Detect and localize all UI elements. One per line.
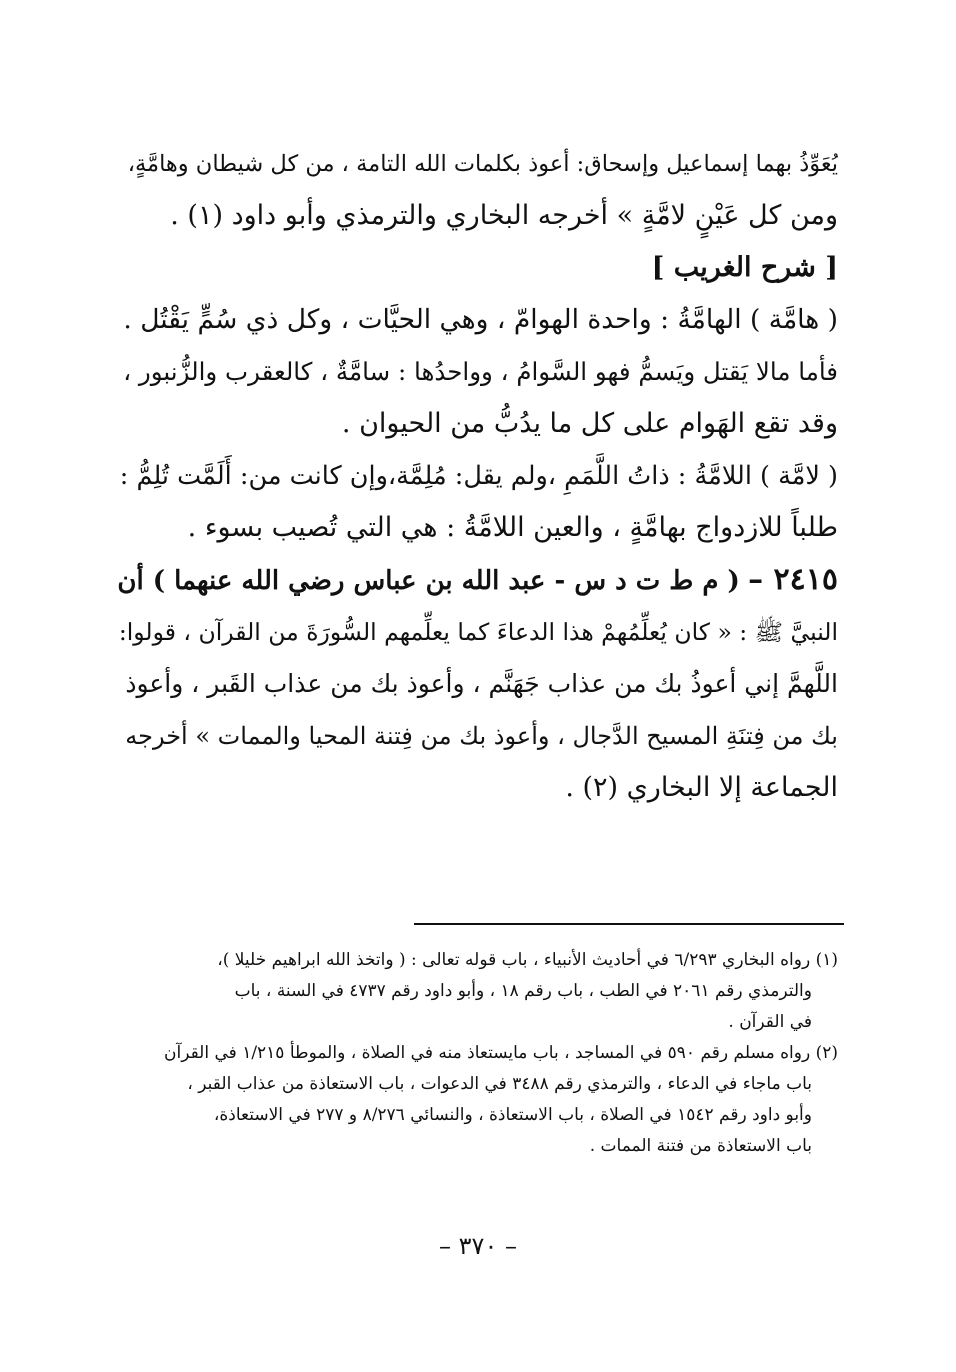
text-line: فأما مالا يَقتل ويَسمُّ فهو السَّوامُ ، وواحدُها : سامَّةٌ ، كالعقرب والزُّنبور ، xyxy=(123,357,838,386)
main-text xyxy=(116,138,838,814)
text-line: اللَّهمَّ إني أعوذُ بك من عذاب جَهَنَّم ، وأعوذ بك من عذاب القَبر ، وأعوذ xyxy=(125,669,838,698)
footnote-line: في القرآن . xyxy=(728,1012,812,1032)
text-line: النبيَّ ﷺ : « كان يُعلِّمُهمْ هذا الدعاءَ كما يعلِّمهم السُّورَةَ من القرآن ، قولوا: xyxy=(118,618,838,646)
text-line: وقد تقع الهَوام على كل ما يدُبُّ من الحيوان . xyxy=(341,408,838,439)
hadith-header-line xyxy=(116,554,838,606)
page-number: – ٣٧٠ – xyxy=(439,1232,517,1260)
footnote-line: والترمذي رقم ٢٠٦١ في الطب ، باب رقم ١٨ ، وأبو داود رقم ٤٧٣٧ في السنة ، باب xyxy=(234,981,812,1001)
hadith-chain: ( م ط ت د س - عبد الله بن عباس رضي الله عنهما ) أن xyxy=(117,566,740,596)
footnotes xyxy=(110,945,838,1162)
footnote-divider xyxy=(414,923,844,925)
text-line: الجماعة إلا البخاري (٢) . xyxy=(565,772,838,803)
hadith-number: ٢٤١٥ – xyxy=(748,562,838,597)
text-line: ( لامَّة ) اللامَّةُ : ذاتُ اللَّمَمِ ،ولم يقل: مُلِمَّة،وإن كانت من: أَلَمَّت تُلِمُّ : xyxy=(119,461,838,491)
footnote-line: (٢) رواه مسلم رقم ٥٩٠ في المساجد ، باب مايستعاذ منه في الصلاة ، والموطأ ١/٢١٥ في القرآن xyxy=(163,1043,838,1063)
text-line: طلباً للازدواج بهامَّةٍ ، والعين اللامَّةُ : هي التي تُصيب بسوء . xyxy=(187,512,838,543)
text-line: ومن كل عَيْنٍ لامَّةٍ » أخرجه البخاري والترمذي وأبو داود (١) . xyxy=(170,200,838,231)
footnote-line: باب الاستعاذة من فتنة الممات . xyxy=(589,1136,812,1156)
footnote-line: باب ماجاء في الدعاء ، والترمذي رقم ٣٤٨٨ في الدعوات ، باب الاستعاذة من عذاب القبر ، xyxy=(187,1074,812,1094)
text-line: ( هامَّة ) الهامَّةُ : واحدة الهوامّ ، وهي الحيَّات ، وكل ذي سُمٍّ يَقْتُل . xyxy=(123,304,838,335)
section-heading: [ شرح الغريب ] xyxy=(651,252,838,283)
text-line: يُعَوِّذُ بهما إسماعيل وإسحاق: أعوذ بكلمات الله التامة ، من كل شيطان وهامَّةٍ، xyxy=(127,151,838,177)
footnote-line: وأبو داود رقم ١٥٤٢ في الصلاة ، باب الاستعاذة ، والنسائي ٨/٢٧٦ و ٢٧٧ في الاستعاذة، xyxy=(213,1105,812,1125)
text-line: بك من فِتنَةِ المسيح الدَّجال ، وأعوذ بك من فِتنة المحيا والممات » أخرجه xyxy=(125,722,838,750)
footnote-line: (١) رواه البخاري ٦/٢٩٣ في أحاديث الأنبياء ، باب قوله تعالى : ( واتخذ الله ابراهيم خليلا )، xyxy=(217,950,838,970)
